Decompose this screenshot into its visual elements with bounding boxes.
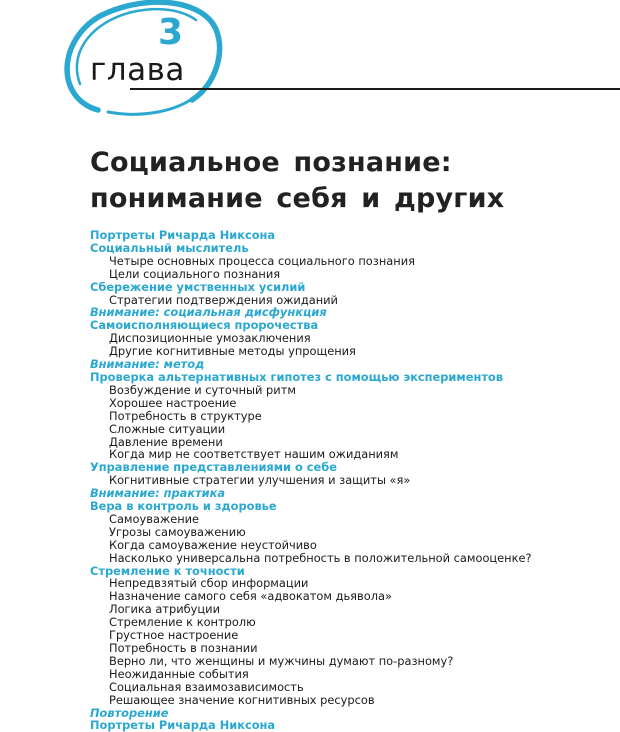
toc-subsection: Сложные ситуации bbox=[109, 421, 226, 436]
toc-subsection: Потребность в структуре bbox=[109, 408, 262, 423]
toc-focus-heading: Внимание: практика bbox=[90, 486, 226, 501]
toc-section: Портреты Ричарда Никсона bbox=[90, 718, 276, 732]
toc-subsection: Верно ли, что женщины и мужчины думают по-разному? bbox=[109, 653, 454, 668]
chapter-title-line: понимание себя и других bbox=[90, 183, 505, 214]
toc-subsection: Насколько универсальна потребность в положительной самооценке? bbox=[109, 550, 532, 565]
toc-focus-heading: Внимание: социальная дисфункция bbox=[90, 305, 327, 320]
toc-subsection: Непредвзятый сбор информации bbox=[109, 576, 309, 591]
toc-subsection: Социальная взаимозависимость bbox=[109, 679, 304, 694]
toc-section: Портреты Ричарда Никсона bbox=[90, 228, 276, 242]
header-rule bbox=[130, 88, 620, 90]
chapter-title bbox=[90, 145, 610, 217]
toc-subsection: Когда самоуважение неустойчиво bbox=[109, 537, 317, 552]
toc-section: Социальный мыслитель bbox=[90, 240, 249, 255]
toc-section: Управление представлениями о себе bbox=[90, 460, 337, 475]
toc-section: Проверка альтернативных гипотез с помощью экспериментов bbox=[90, 369, 503, 384]
toc-focus-heading: Внимание: метод bbox=[90, 357, 205, 372]
chapter-label: глава bbox=[90, 52, 185, 88]
toc-subsection: Когда мир не соответствует нашим ожиданиям bbox=[109, 447, 399, 462]
toc-focus-heading: Повторение bbox=[90, 705, 169, 720]
chapter-number: 3 bbox=[158, 12, 184, 53]
toc-subsection: Грустное настроение bbox=[109, 628, 239, 643]
toc-subsection: Угрозы самоуважению bbox=[109, 524, 246, 539]
table-of-contents bbox=[90, 229, 610, 732]
toc-section: Стремление к точности bbox=[90, 563, 245, 578]
toc-subsection: Решающее значение когнитивных ресурсов bbox=[109, 692, 375, 707]
toc-section: Самоисполняющиеся пророчества bbox=[90, 318, 319, 333]
toc-section: Вера в контроль и здоровье bbox=[90, 499, 277, 514]
toc-subsection: Четыре основных процесса социального познания bbox=[109, 253, 415, 268]
toc-subsection: Другие когнитивные методы упрощения bbox=[109, 344, 356, 359]
toc-subsection: Диспозиционные умозаключения bbox=[109, 331, 311, 346]
toc-subsection: Логика атрибуции bbox=[109, 602, 220, 617]
toc-subsection: Неожиданные события bbox=[109, 666, 249, 681]
toc-subsection: Давление времени bbox=[109, 434, 223, 449]
toc-subsection: Назначение самого себя «адвокатом дьявола» bbox=[109, 589, 392, 604]
swirl-tail-stroke bbox=[108, 96, 196, 114]
toc-subsection: Хорошее настроение bbox=[109, 395, 237, 410]
toc-subsection: Возбуждение и суточный ритм bbox=[109, 382, 296, 397]
toc-section: Сбережение умственных усилий bbox=[90, 279, 306, 294]
toc-subsection: Самоуважение bbox=[109, 511, 200, 526]
toc-subsection: Стремление к контролю bbox=[109, 615, 256, 630]
toc-subsection: Цели социального познания bbox=[109, 266, 281, 281]
toc-subsection: Потребность в познании bbox=[109, 641, 258, 655]
chapter-title-line: Социальное познание: bbox=[90, 147, 452, 178]
toc-subsection: Стратегии подтверждения ожиданий bbox=[109, 292, 338, 307]
toc-subsection: Когнитивные стратегии улучшения и защиты «я» bbox=[109, 473, 411, 488]
